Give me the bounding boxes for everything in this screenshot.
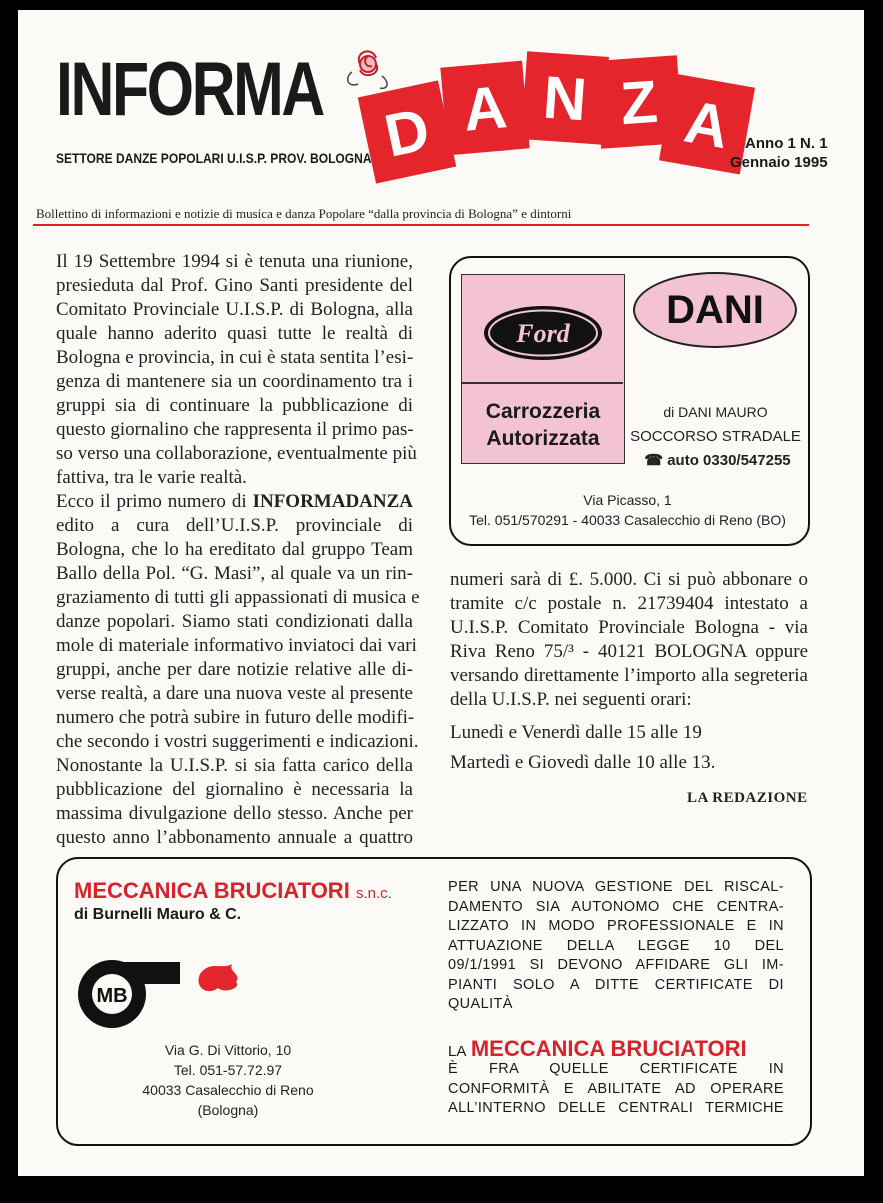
dani-service: SOCCORSO STRADALE bbox=[630, 428, 801, 445]
meccanica-province: (Bologna) bbox=[197, 1102, 259, 1118]
meccanica-la: LA bbox=[448, 1043, 467, 1060]
article-line bbox=[56, 490, 413, 514]
meccanica-suffix: s.n.c. bbox=[355, 885, 392, 902]
tagline: Bollettino di informazioni e notizie di musica e danza Popolare “dalla provincia di Bologna” e dintorni bbox=[36, 206, 572, 221]
article-signature: LA REDAZIONE bbox=[687, 790, 808, 806]
dani-owner: di DANI MAURO bbox=[663, 404, 768, 420]
meccanica-body-line: DAMENTO SIA AUTONOMO CHE CENTRA- bbox=[448, 898, 784, 915]
meccanica-body-line: PER UNA NUOVA GESTIONE DEL RISCAL- bbox=[448, 879, 784, 895]
article-text: Ecco il primo numero di bbox=[56, 491, 247, 512]
danza-tile-4: Z bbox=[595, 55, 683, 149]
article-line: della U.I.S.P. nei seguenti orari: bbox=[450, 689, 692, 710]
article-line: edito a cura dell’U.I.S.P. provinciale di bbox=[56, 515, 413, 536]
meccanica-address-block bbox=[128, 1040, 328, 1120]
meccanica-closing-line: È FRA QUELLE CERTIFICATE IN bbox=[448, 1061, 784, 1077]
article-line: tramite c/c postale n. 21739404 intestato a bbox=[450, 593, 808, 614]
dani-address-block bbox=[449, 490, 806, 530]
header-divider bbox=[33, 224, 809, 226]
burner-logo-icon bbox=[72, 954, 252, 1040]
article-line: fattiva, tra le varie realtà. bbox=[56, 467, 247, 488]
meccanica-closing-title bbox=[448, 1036, 784, 1062]
ford-logo-icon bbox=[482, 304, 604, 362]
meccanica-closing bbox=[448, 1060, 784, 1119]
article-line: Bologna, che lo ha ereditato dal gruppo Team bbox=[56, 539, 413, 560]
meccanica-title bbox=[74, 878, 392, 904]
article-line: numeri sarà di £. 5.000. Ci si può abbonare o bbox=[450, 569, 808, 590]
meccanica-body-line: PIANTI SOLO A DITTE CERTIFICATE DI bbox=[448, 976, 784, 993]
article-line: Riva Reno 75/³ - 40121 BOLOGNA oppure bbox=[450, 641, 808, 662]
meccanica-name: MECCANICA BRUCIATORI bbox=[74, 878, 350, 903]
issue-date: Gennaio 1995 bbox=[730, 154, 828, 171]
article-line: so verso una collaborazione, eventualmente più bbox=[56, 443, 417, 464]
article-line: Ballo della Pol. “G. Masi”, al quale va un rin- bbox=[56, 563, 413, 584]
phone-icon: ☎ bbox=[644, 452, 664, 469]
masthead-danza bbox=[366, 50, 756, 190]
article-line: questo anno l’abbonamento annuale a quattro bbox=[56, 827, 413, 848]
article-line: numero che potrà subire in futuro delle modifi- bbox=[56, 707, 415, 728]
masthead-title-informa: INFORMA bbox=[56, 47, 323, 132]
carrozzeria-line-1: Carrozzeria bbox=[485, 400, 601, 423]
article-line: quale hanno aderito quasi tutte le realtà di bbox=[56, 323, 413, 344]
meccanica-street: Via G. Di Vittorio, 10 bbox=[164, 1042, 292, 1058]
article-line: graziamento di tutti gli appassionati di musica e bbox=[56, 587, 420, 608]
article-line: genza di mantenere sia un coordinamento tra i bbox=[56, 371, 413, 392]
meccanica-subtitle: di Burnelli Mauro & C. bbox=[74, 906, 242, 923]
office-hours-1: Lunedì e Venerdì dalle 15 alle 19 bbox=[450, 722, 702, 743]
meccanica-body bbox=[448, 878, 784, 1015]
article-column-left bbox=[56, 250, 420, 850]
meccanica-closing-line: ALL’INTERNO DELLE CENTRALI TERMICHE bbox=[448, 1100, 784, 1116]
meccanica-body-line: QUALITÀ bbox=[448, 996, 513, 1012]
danza-tile-5: A bbox=[659, 74, 755, 175]
article-line: Il 19 Settembre 1994 si è tenuta una riunione, bbox=[56, 251, 413, 272]
article-column-right bbox=[450, 568, 808, 712]
article-line: U.I.S.P. Comitato Provinciale Bologna - via bbox=[450, 617, 808, 638]
issue-info bbox=[730, 134, 828, 172]
article-line: mole di materiale informativo inviatoci dai vari bbox=[56, 635, 417, 656]
article-line: Comitato Provinciale U.I.S.P. di Bologna, alla bbox=[56, 299, 413, 320]
dani-phone-number: auto 0330/547255 bbox=[667, 452, 791, 469]
article-line: danze popolari. Siamo stati condizionati dalla bbox=[56, 611, 413, 632]
article-line: gruppi sia di continuare la pubblicazione di bbox=[56, 395, 413, 416]
meccanica-closing-name: MECCANICA BRUCIATORI bbox=[470, 1036, 747, 1061]
advert-dani-divider bbox=[461, 382, 623, 384]
article-line: questo giornalino che rappresenta il primo pas- bbox=[56, 419, 414, 440]
burner-logo-text: MB bbox=[96, 985, 128, 1007]
dani-contact: Tel. 051/570291 - 40033 Casalecchio di Reno (BO) bbox=[469, 512, 786, 528]
dani-brand: DANI bbox=[633, 272, 797, 348]
danza-tile-2: A bbox=[440, 61, 529, 156]
danza-tile-3: N bbox=[521, 51, 609, 145]
article-line: gruppi, anche per dare notizie relative alle di- bbox=[56, 659, 413, 680]
issue-number: Anno 1 N. 1 bbox=[745, 135, 828, 152]
article-line: presieduta dal Prof. Gino Santi presidente del bbox=[56, 275, 413, 296]
meccanica-body-line: 09/1/1991 SI DEVONO AFFIDARE GLI IM- bbox=[448, 957, 784, 973]
article-line: versando direttamente l’importo alla segreteria bbox=[450, 665, 808, 686]
office-hours bbox=[450, 718, 715, 778]
dani-address: Via Picasso, 1 bbox=[583, 492, 672, 508]
article-line: pubblicazione del giornalino è necessaria la bbox=[56, 779, 413, 800]
meccanica-phone: Tel. 051-57.72.97 bbox=[173, 1062, 283, 1078]
danza-tile-1: D bbox=[358, 80, 457, 183]
ford-logo-text: Ford bbox=[516, 319, 570, 348]
carrozzeria-label bbox=[463, 398, 623, 452]
masthead-subtitle: SETTORE DANZE POPOLARI U.I.S.P. PROV. BOLOGNA bbox=[56, 150, 372, 166]
article-line: che secondo i vostri suggerimenti e indicazioni. bbox=[56, 731, 419, 752]
article-line: Nonostante la U.I.S.P. si sia fatta carico della bbox=[56, 755, 413, 776]
article-line: verse realtà, a dare una nuova veste al presente bbox=[56, 683, 413, 704]
carrozzeria-line-2: Autorizzata bbox=[486, 427, 600, 450]
meccanica-body-line: ATTUAZIONE DELLA LEGGE 10 DEL bbox=[448, 937, 784, 954]
newsletter-page bbox=[18, 10, 864, 1176]
meccanica-city: 40033 Casalecchio di Reno bbox=[142, 1082, 314, 1098]
office-hours-2: Martedì e Giovedì dalle 10 alle 13. bbox=[450, 752, 716, 773]
newsletter-name: INFORMADANZA bbox=[252, 491, 414, 512]
article-line: massima divulgazione dello stesso. Anche per bbox=[56, 803, 413, 824]
meccanica-closing-line: CONFORMITÀ E ABILITATE AD OPERARE bbox=[448, 1080, 784, 1097]
meccanica-body-line: LIZZATO IN MODO PROFESSIONALE E IN bbox=[448, 918, 784, 934]
dani-phone bbox=[630, 451, 805, 469]
article-line: Bologna e provincia, in cui è stata sentita l’esi- bbox=[56, 347, 414, 368]
